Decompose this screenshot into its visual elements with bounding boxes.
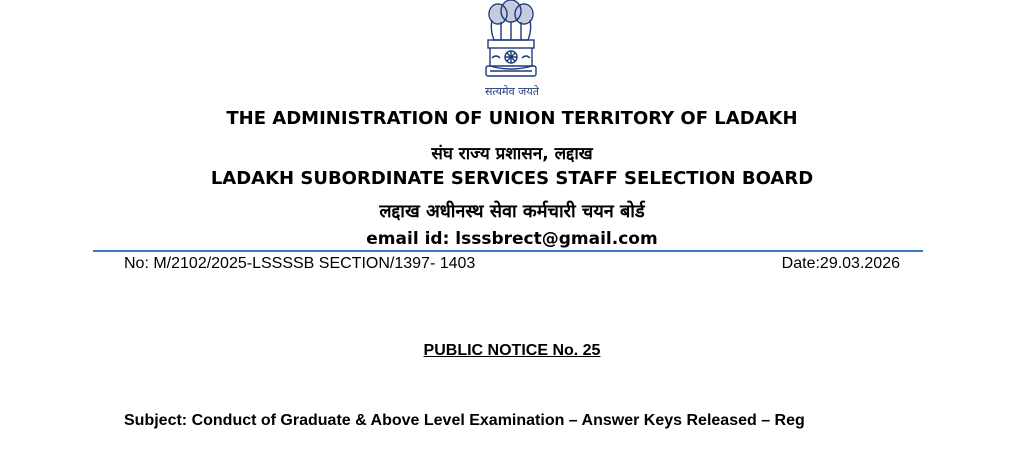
national-emblem-icon xyxy=(476,0,546,82)
board-name-hindi: लद्दाख अधीनस्थ सेवा कर्मचारी चयन बोर्ड xyxy=(379,201,645,222)
notice-title-container xyxy=(0,342,1024,360)
notice-subject: Subject: Conduct of Graduate & Above Level Examination – Answer Keys Released – Reg xyxy=(124,412,805,429)
board-name-english: LADAKH SUBORDINATE SERVICES STAFF SELECTION BOARD xyxy=(210,168,814,189)
notice-date: Date:29.03.2026 xyxy=(781,255,900,272)
emblem-motto: सत्यमेव जयते xyxy=(484,85,539,98)
reference-number: No: M/2102/2025-LSSSSB SECTION/1397- 1403 xyxy=(124,255,476,272)
org-name-english: THE ADMINISTRATION OF UNION TERRITORY OF LADAKH xyxy=(226,108,798,129)
notice-title: PUBLIC NOTICE No. 25 xyxy=(423,342,601,359)
org-name-hindi: संघ राज्य प्रशासन, लद्दाख xyxy=(431,144,593,164)
email-line[interactable]: email id: lsssbrect@gmail.com xyxy=(366,229,658,249)
header-divider xyxy=(93,250,923,252)
